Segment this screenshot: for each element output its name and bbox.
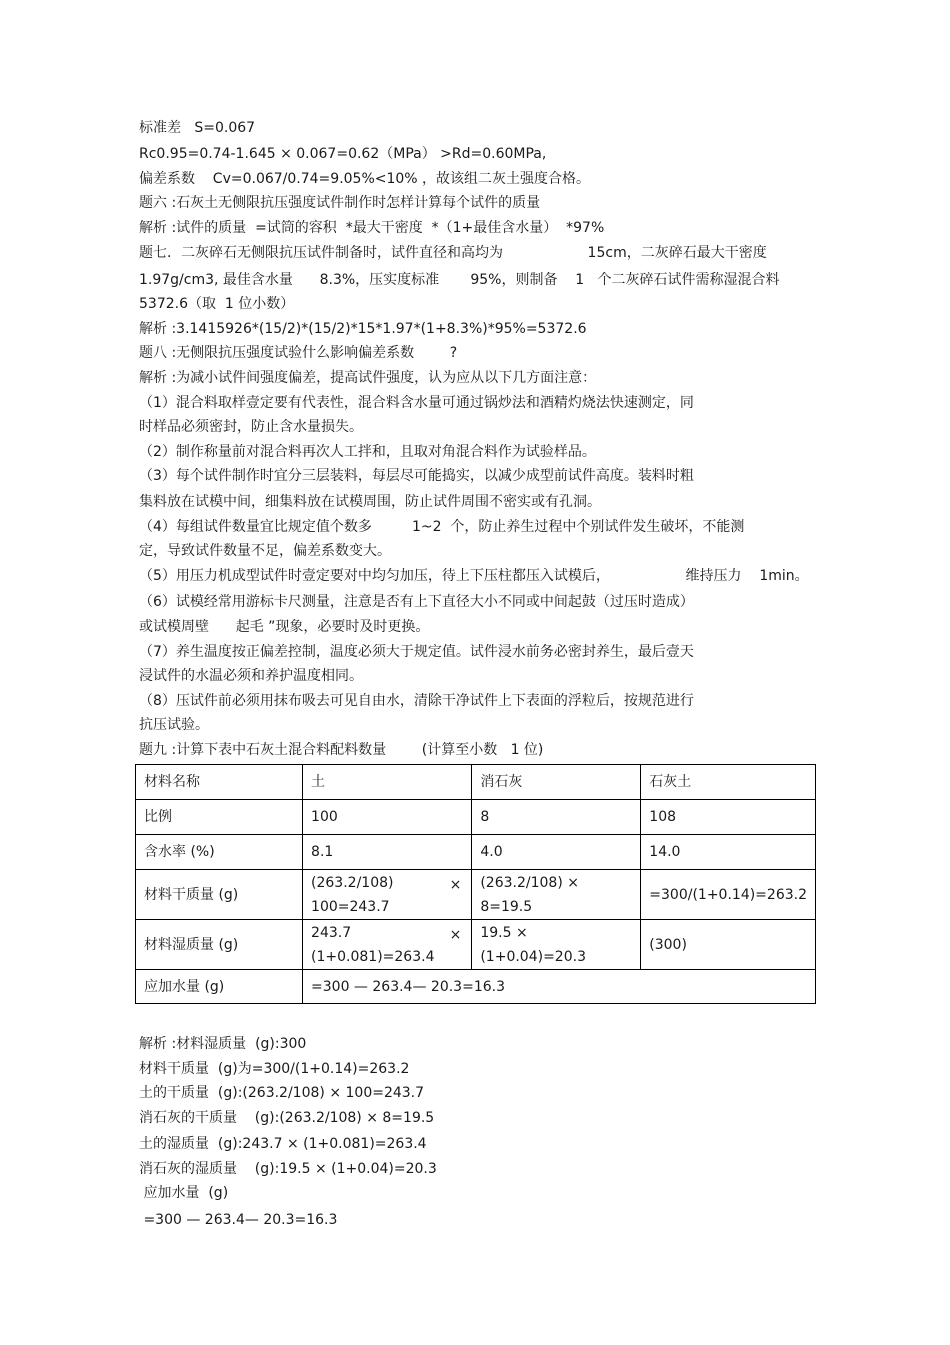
table-header-cell: 材料名称 [136,765,303,800]
text-line: 5372.6（取 1 位小数） [139,296,295,312]
table-row [136,835,816,870]
text-line: 集料放在试模中间，细集料放在试模周围，防止试件周围不密实或有孔洞。 [139,494,601,510]
table-header-cell: 土 [303,765,472,800]
text-line: （1）混合料取样壹定要有代表性，混合料含水量可通过锅炒法和酒精灼烧法快速测定，同 [139,395,694,411]
table-cell: 8.1 [303,835,472,870]
text-line: （4）每组试件数量宜比规定值个数多 1~2 个，防止养生过程中个别试件发生破坏，不能测 [139,519,745,535]
table-cell: 14.0 [641,835,816,870]
table-row [136,800,816,835]
table-cell: 4.0 [472,835,641,870]
table-row [136,970,816,1004]
text-line: 时样品必须密封，防止含水量损失。 [139,419,363,435]
text-line: （3）每个试件制作时宜分三层装料，每层尽可能捣实，以减少成型前试件高度。装料时粗 [139,468,694,484]
cell-line: 243.7 [311,924,352,941]
cell-line: (1+0.081)=263.4 [311,948,435,965]
text-line: （5）用压力机成型试件时壹定要对中均匀加压，待上下压柱都压入试模后， 维持压力 1min。 [139,568,809,584]
table-cell: =300/(1+0.14)=263.2 [641,870,816,920]
table-row [136,920,816,970]
table-cell: (263.2/108) × 8=19.5 [472,870,641,920]
text-line: （2）制作称量前对混合料再次人工拌和，且取对角混合料作为试验样品。 [139,444,596,460]
table-cell: 19.5 × (1+0.04)=20.3 [472,920,641,970]
table-cell: 材料湿质量 (g) [136,920,303,970]
table-cell: 100 [303,800,472,835]
text-line: 应加水量 (g) [139,1185,229,1201]
table-row [136,765,816,800]
text-line: 解析 :试件的质量 =试筒的容积 *最大干密度 *（1+最佳含水量） *97% [139,220,605,236]
text-line: 定，导致试件数量不足，偏差系数变大。 [139,543,391,559]
table-cell [303,870,472,920]
table-cell: 8 [472,800,641,835]
table-header-cell: 石灰土 [641,765,816,800]
text-line: 土的干质量 (g):(263.2/108) × 100=243.7 [139,1085,425,1101]
text-line: 浸试件的水温必须和养护温度相同。 [139,668,363,684]
text-line: 消石灰的湿质量 (g):19.5 × (1+0.04)=20.3 [139,1161,437,1177]
text-line: 题九 :计算下表中石灰土混合料配料数量 (计算至小数 1 位) [139,742,544,758]
text-line: 1.97g/cm3, 最佳含水量 8.3%，压实度标准 95%，则制备 1 个二灰碎石试件需称湿混合料 [139,272,780,288]
text-line: 题六 :石灰土无侧限抗压强度试件制作时怎样计算每个试件的质量 [139,195,541,211]
text-line: （6）试模经常用游标卡尺测量，注意是否有上下直径大小不同或中间起鼓（过压时造成） [139,594,694,610]
text-line: 或试模周壁 起毛 ”现象，必要时及时更换。 [139,619,430,635]
table-cell: 108 [641,800,816,835]
table-cell: 材料干质量 (g) [136,870,303,920]
text-line: 解析 :材料湿质量 (g):300 [139,1036,307,1052]
text-line: 解析 :3.1415926*(15/2)*(15/2)*15*1.97*(1+8.3%)*95%=5372.6 [139,321,587,337]
text-line: 题八 :无侧限抗压强度试验什么影响偏差系数 ? [139,345,458,361]
text-line: （8）压试件前必须用抹布吸去可见自由水，清除干净试件上下表面的浮粒后，按规范进行 [139,693,694,709]
text-line: 标准差 S=0.067 [139,120,256,136]
text-line: Rc0.95=0.74-1.645 × 0.067=0.62（MPa） >Rd=0.60MPa, [139,146,547,162]
text-line: （7）养生温度按正偏差控制，温度必须大于规定值。试件浸水前务必密封养生，最后壹天 [139,644,694,660]
text-line: 材料干质量 (g)为=300/(1+0.14)=263.2 [139,1061,410,1077]
cell-line: (263.2/108) [311,874,394,891]
lime-soil-mix-table [135,764,816,1004]
table-cell [303,920,472,970]
table-header-cell: 消石灰 [472,765,641,800]
text-line: =300 — 263.4— 20.3=16.3 [139,1212,338,1228]
cell-line: 100=243.7 [311,898,390,915]
multiply-sign: × [449,877,462,893]
table-cell: 应加水量 (g) [136,970,303,1004]
text-line: 偏差系数 Cv=0.067/0.74=9.05%<10% ，故该组二灰土强度合格。 [139,171,591,187]
text-line: 消石灰的干质量 (g):(263.2/108) × 8=19.5 [139,1110,435,1126]
text-line: 土的湿质量 (g):243.7 × (1+0.081)=263.4 [139,1136,427,1152]
table-cell: (300) [641,920,816,970]
text-line: 抗压试验。 [139,717,209,733]
table-cell: 含水率 (%) [136,835,303,870]
text-line: 解析 :为减小试件间强度偏差，提高试件强度，认为应从以下几方面注意： [139,370,597,386]
table-cell: =300 — 263.4— 20.3=16.3 [303,970,816,1004]
text-line: 题七．二灰碎石无侧限抗压试件制备时，试件直径和高均为 15cm，二灰碎石最大干密度 [139,245,767,261]
multiply-sign: × [449,927,462,943]
table-cell: 比例 [136,800,303,835]
table-row [136,870,816,920]
